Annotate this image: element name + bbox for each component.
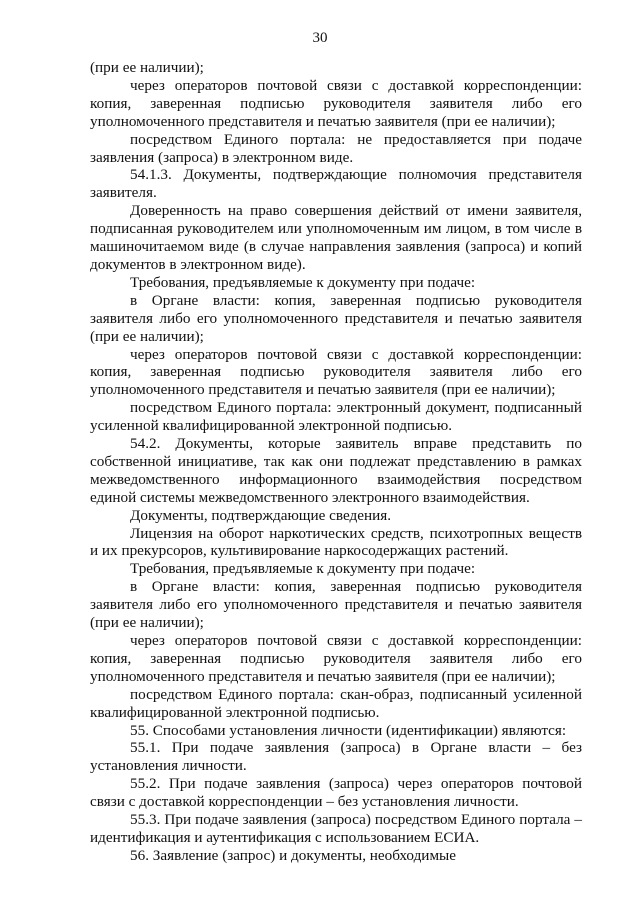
paragraph-section-54-1-3: 54.1.3. Документы, подтверждающие полномочия представителя заявителя. [90, 166, 582, 202]
paragraph: Требования, предъявляемые к документу при подаче: [130, 273, 476, 291]
paragraph-section-55-1: 55.1. При подаче заявления (запроса) в Органе власти – без установления личности. [90, 739, 582, 775]
paragraph: Лицензия на оборот наркотических средств, психотропных веществ и их прекурсоров, культивирование наркосодержащих растений. [90, 524, 582, 560]
paragraph: в Органе власти: копия, заверенная подписью руководителя заявителя либо его уполномоченного представителя и печатью заявителя (при ее наличии); [90, 578, 582, 632]
paragraph: посредством Единого портала: скан-образ, подписанный усиленной квалифицированной электронной подписью. [90, 685, 582, 721]
paragraph-section-55: 55. Способами установления личности (идентификации) являются: [130, 721, 567, 739]
paragraph-section-56: 56. Заявление (запрос) и документы, необходимые [130, 846, 456, 864]
paragraph: Требования, предъявляемые к документу при подаче: [130, 560, 476, 578]
document-body [90, 59, 582, 865]
paragraph: посредством Единого портала: электронный документ, подписанный усиленной квалифицированной электронной подписью. [90, 399, 582, 435]
paragraph: через операторов почтовой связи с доставкой корреспонденции: копия, заверенная подписью руководителя заявителя либо его уполномоченного представителя и печатью заявителя (при ее наличии); [90, 76, 582, 130]
paragraph-section-55-2: 55.2. При подаче заявления (запроса) через операторов почтовой связи с доставкой корреспонденции – без установления личности. [90, 775, 582, 811]
paragraph-section-55-3: 55.3. При подаче заявления (запроса) посредством Единого портала – идентификация и аутентификация с использованием ЕСИА. [90, 811, 582, 846]
paragraph: через операторов почтовой связи с доставкой корреспонденции: копия, заверенная подписью руководителя заявителя либо его уполномоченного представителя и печатью заявителя (при ее наличии); [90, 345, 582, 399]
paragraph: Документы, подтверждающие сведения. [130, 506, 392, 524]
paragraph-section-54-2: 54.2. Документы, которые заявитель вправе представить по собственной инициативе, так как они подлежат представлению в рамках межведомственного информационного взаимодействия посредством единой системы межведомственного электронного взаимодействия. [90, 435, 582, 506]
page-number: 30 [312, 30, 328, 46]
paragraph: Доверенность на право совершения действий от имени заявителя, подписанная руководителем или уполномоченным им лицом, в том числе в машиночитаемом виде (в случае направления заявления (запроса) и копий документов в электронном виде). [90, 202, 582, 273]
paragraph: посредством Единого портала: не предоставляется при подаче заявления (запроса) в электронном виде. [90, 130, 582, 166]
paragraph-continuation: (при ее наличии); [90, 59, 204, 76]
paragraph: через операторов почтовой связи с доставкой корреспонденции: копия, заверенная подписью руководителя заявителя либо его уполномоченного представителя и печатью заявителя (при ее наличии); [90, 632, 582, 685]
paragraph: в Органе власти: копия, заверенная подписью руководителя заявителя либо его уполномоченного представителя и печатью заявителя (при ее наличии); [90, 291, 582, 345]
